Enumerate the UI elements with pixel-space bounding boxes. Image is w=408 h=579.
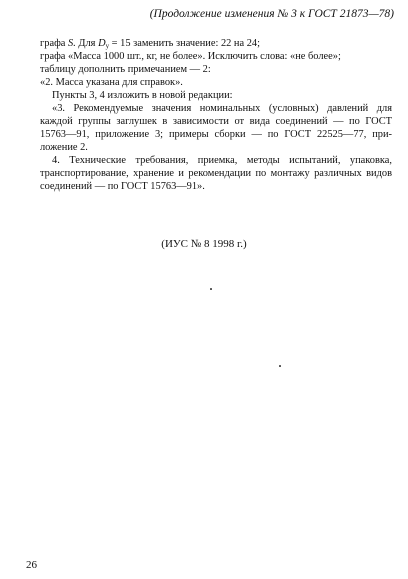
- text-line-6: «3. Рекомендуемые значения номинальных (условных) давлений для: [52, 103, 392, 114]
- scan-speck: [279, 365, 281, 367]
- text-fragment: = 15 заменить значение: 22 на 24;: [109, 38, 260, 49]
- text-line-5: Пункты 3, 4 изложить в новой редакции:: [52, 90, 233, 101]
- text-line-12: соединений — по ГОСТ 15763—91».: [40, 181, 205, 192]
- page-number: 26: [26, 559, 37, 571]
- ius-reference: (ИУС № 8 1998 г.): [161, 238, 247, 250]
- text-line-1: [40, 37, 392, 50]
- text-line-8: 15763—91, приложение 3; примеры сборки — по ГОСТ 22525—77, при-: [40, 129, 392, 140]
- symbol-d: D: [98, 38, 106, 49]
- amendment-text: [40, 37, 392, 193]
- text-fragment: графа: [40, 38, 69, 49]
- text-line-7: каждой группы заглушек в зависимости от вида соединений — по ГОСТ: [40, 116, 392, 127]
- text-line-4: «2. Масса указана для справок».: [40, 77, 183, 88]
- scan-speck: [210, 288, 212, 290]
- text-line-10: 4. Технические требования, приемка, методы испытаний, упаковка,: [52, 155, 392, 166]
- text-line-11: транспортирование, хранение и рекомендации по монтажу различных видов: [40, 168, 392, 179]
- symbol-subscript: y: [105, 42, 110, 50]
- text-line-3: таблицу дополнить примечанием — 2:: [40, 64, 211, 75]
- text-fragment: Для: [75, 38, 99, 49]
- text-line-2: графа «Масса 1000 шт., кг, не более». Исключить слова: «не более»;: [40, 51, 341, 62]
- symbol-s: S.: [68, 38, 76, 49]
- running-header: (Продолжение изменения № 3 к ГОСТ 21873—78): [149, 8, 394, 20]
- text-line-9: ложение 2.: [40, 142, 88, 153]
